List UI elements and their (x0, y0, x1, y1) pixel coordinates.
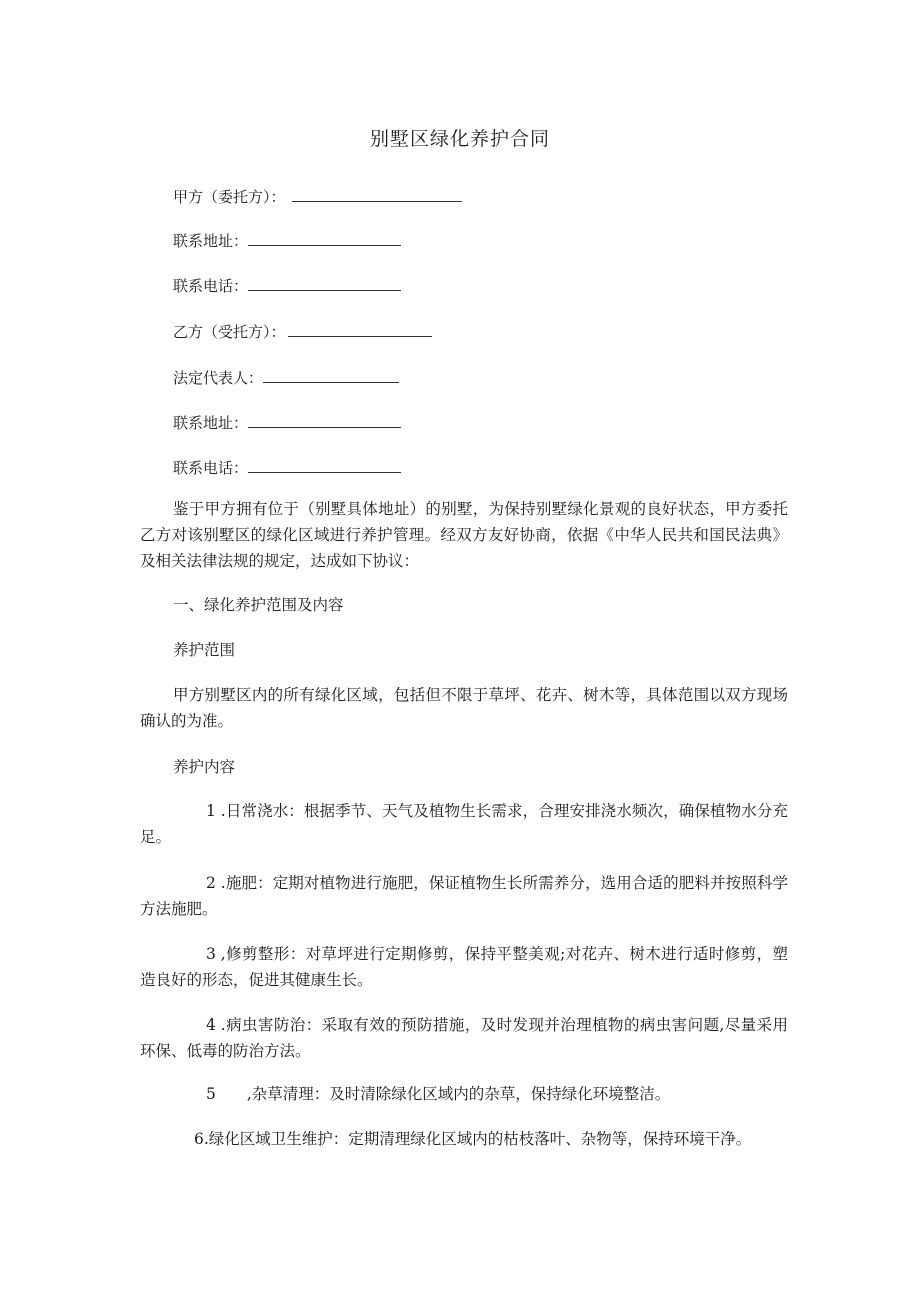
scope-paragraph (140, 682, 788, 734)
party-b-field (173, 321, 432, 343)
party-a-phone-blank[interactable] (248, 276, 401, 291)
list-item (140, 1012, 788, 1064)
party-a-phone-label: 联系电话： (173, 277, 249, 295)
party-b-blank[interactable] (288, 322, 432, 337)
scope-heading: 养护范围 (173, 641, 236, 659)
list-item (140, 1126, 788, 1152)
section1-heading: 一、绿化养护范围及内容 (173, 596, 344, 614)
party-a-address-blank[interactable] (248, 231, 401, 246)
item-number: 3 , (206, 945, 226, 963)
party-b-label: 乙方（受托方）： (173, 323, 286, 341)
party-a-blank[interactable] (292, 187, 462, 202)
item-text: 绿化区域卫生维护：定期清理绿化区域内的枯枝落叶、杂物等，保持环境干净。 (208, 1130, 752, 1148)
party-b-rep-blank[interactable] (263, 368, 399, 383)
item-text: 日常浇水：根据季节、天气及植物生长需求，合理安排浇水频次，确保植物水分充足。 (140, 802, 788, 846)
item-text: 杂草清理：及时清除绿化区域内的杂草，保持绿化环境整洁。 (251, 1085, 671, 1103)
party-b-address-blank[interactable] (248, 413, 401, 428)
party-b-rep-field (173, 367, 399, 389)
party-a-phone-field (173, 275, 401, 297)
scope-text: 甲方别墅区内的所有绿化区域，包括但不限于草坪、花卉、树木等，具体范围以双方现场确认的为准。 (140, 686, 788, 730)
list-item (140, 1081, 788, 1107)
party-b-phone-label: 联系电话： (173, 459, 249, 477)
item-text: 修剪整形：对草坪进行定期修剪，保持平整美观;对花卉、树木进行适时修剪，塑造良好的形态，促进其健康生长。 (140, 945, 788, 989)
party-b-rep-label: 法定代表人： (173, 369, 264, 387)
party-b-phone-blank[interactable] (248, 458, 401, 473)
document-title: 别墅区绿化养护合同 (369, 128, 550, 150)
item-number: 4 . (206, 1016, 226, 1034)
list-item (140, 870, 788, 922)
item-text: 施肥：定期对植物进行施肥，保证植物生长所需养分，选用合适的肥料并按照科学方法施肥。 (140, 874, 788, 918)
list-item (140, 941, 788, 993)
party-a-field (173, 186, 462, 208)
party-a-label: 甲方（委托方）： (173, 188, 286, 206)
content-heading: 养护内容 (173, 758, 236, 776)
item-text: 病虫害防治：采取有效的预防措施，及时发现并治理植物的病虫害问题,尽量采用环保、低毒的防治方法。 (140, 1016, 788, 1060)
party-b-phone-field (173, 457, 401, 479)
item-number: 1 . (206, 802, 226, 820)
party-b-address-label: 联系地址： (173, 414, 249, 432)
item-number: 6. (194, 1130, 209, 1148)
item-number: 5 , (206, 1085, 252, 1103)
party-b-address-field (173, 412, 401, 434)
party-a-address-label: 联系地址： (173, 232, 249, 250)
list-item (140, 798, 788, 850)
intro-paragraph (140, 496, 788, 574)
party-a-address-field (173, 230, 401, 252)
item-number: 2 . (206, 874, 226, 892)
intro-text: 鉴于甲方拥有位于（别墅具体地址）的别墅，为保持别墅绿化景观的良好状态，甲方委托乙方对该别墅区的绿化区域进行养护管理。经双方友好协商，依据《中华人民共和国民法典》及相关法律法规的规定，达成如下协议： (140, 500, 788, 570)
